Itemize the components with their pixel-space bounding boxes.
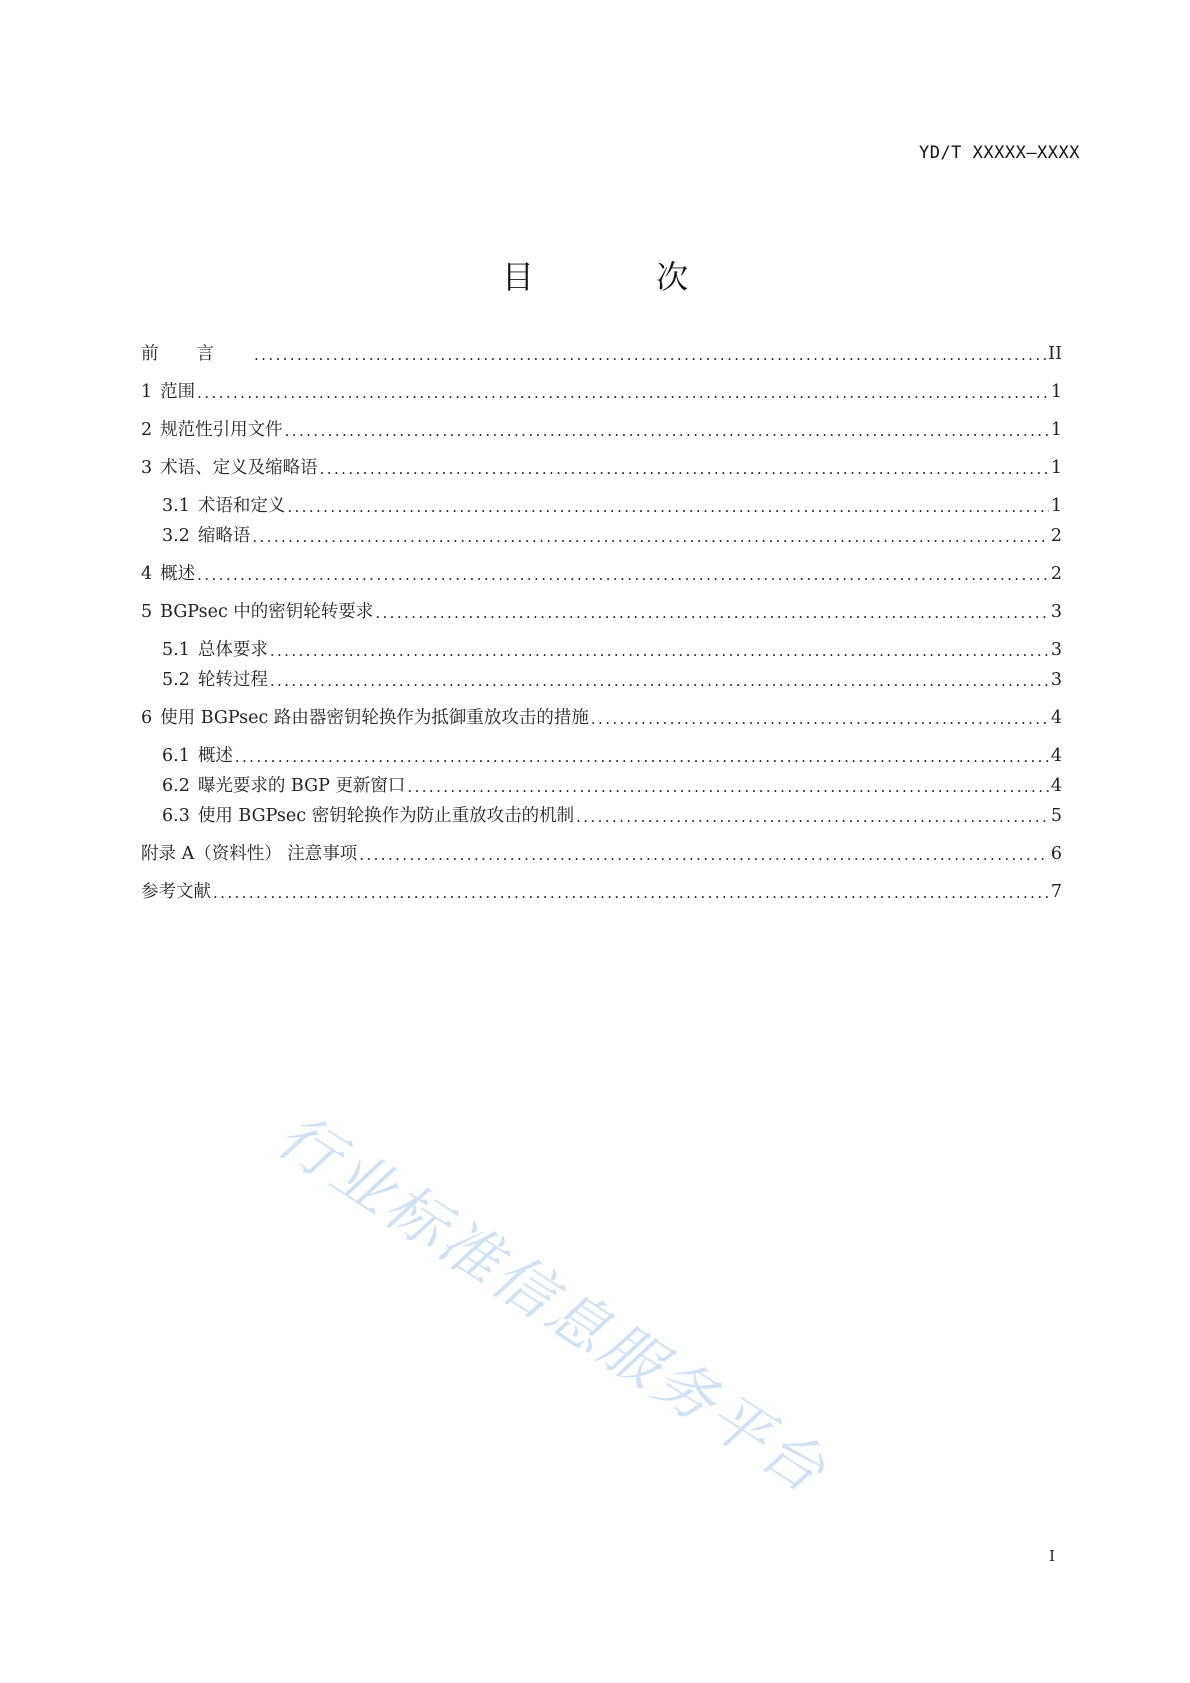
page-number: I [1049, 1547, 1055, 1565]
toc-leader-dots [320, 458, 1049, 480]
toc-entry-page: 1 [1050, 496, 1062, 516]
toc-entry-number: 5 [141, 602, 153, 622]
toc-entry-page: II [1048, 344, 1062, 364]
toc-leader-dots [270, 670, 1049, 692]
toc-leader-dots [270, 640, 1049, 662]
toc-entry-5-1[interactable] [162, 638, 1062, 662]
toc-entry-label: BGPsec 中的密钥轮转要求 [160, 602, 374, 622]
toc-entry-label: 前言 [141, 344, 252, 364]
toc-leader-dots [197, 564, 1049, 586]
toc-entry-label: 概述 [197, 746, 233, 766]
toc-entry-label: 范围 [160, 382, 196, 402]
toc-entry-number: 6.3 [162, 806, 190, 826]
toc-entry-number: 5.2 [162, 670, 190, 690]
toc-entry-page: 3 [1050, 602, 1062, 622]
watermark: 行业标准信息服务平台 [264, 1100, 840, 1509]
toc-entry-4[interactable] [141, 562, 1062, 586]
toc-entry-label: 使用 BGPsec 路由器密钥轮换作为抵御重放攻击的措施 [160, 708, 589, 728]
toc-leader-dots [287, 496, 1049, 518]
toc-leader-dots [285, 420, 1049, 442]
toc-entry-5[interactable] [141, 600, 1062, 624]
toc-entry-page: 5 [1050, 806, 1062, 826]
toc-leader-dots [254, 344, 1046, 366]
toc-entry-page: 7 [1050, 882, 1062, 902]
toc-title: 目 次 [501, 258, 745, 296]
toc-leader-dots [213, 882, 1049, 904]
toc-leader-dots [407, 776, 1048, 798]
toc-entry-bibliography[interactable] [141, 880, 1062, 904]
toc-entry-label: 轮转过程 [197, 670, 268, 690]
toc-entry-3-1[interactable] [162, 494, 1062, 518]
toc-entry-number: 1 [141, 382, 153, 402]
toc-entry-page: 1 [1050, 382, 1062, 402]
toc-entry-3-2[interactable] [162, 524, 1062, 548]
toc-entry-label: 附录 A（资料性） 注意事项 [141, 844, 358, 864]
toc-entry-page: 2 [1050, 564, 1062, 584]
toc-entry-number: 6 [141, 708, 153, 728]
toc-entry-page: 1 [1050, 458, 1062, 478]
toc-entry-label: 概述 [160, 564, 196, 584]
toc-leader-dots [235, 746, 1049, 768]
toc-entry-number: 6.1 [162, 746, 190, 766]
toc-entry-page: 1 [1050, 420, 1062, 440]
toc-entry-6-2[interactable] [162, 774, 1062, 798]
toc-entry-number: 3 [141, 458, 153, 478]
toc-entry-number: 2 [141, 420, 153, 440]
toc-entry-6-1[interactable] [162, 744, 1062, 768]
toc-entry-label: 使用 BGPsec 密钥轮换作为防止重放攻击的机制 [197, 806, 575, 826]
toc-entry-page: 2 [1050, 526, 1062, 546]
toc-leader-dots [576, 806, 1049, 828]
toc-entry-number: 5.1 [162, 640, 190, 660]
toc-entry-label: 规范性引用文件 [160, 420, 283, 440]
toc-leader-dots [197, 382, 1049, 404]
toc-entry-number: 4 [141, 564, 153, 584]
toc-leader-dots [375, 602, 1049, 624]
toc-entry-page: 3 [1050, 640, 1062, 660]
toc-entry-page: 4 [1050, 746, 1062, 766]
toc-entry-page: 3 [1050, 670, 1062, 690]
toc-entry-6-3[interactable] [162, 804, 1062, 828]
toc-entry-page: 4 [1050, 708, 1062, 728]
toc-leader-dots [591, 708, 1049, 730]
toc-entry-6[interactable] [141, 706, 1062, 730]
toc-entry-number: 3.2 [162, 526, 190, 546]
toc-entry-number: 6.2 [162, 776, 190, 796]
toc-leader-dots [359, 844, 1049, 866]
toc-leader-dots [252, 526, 1049, 548]
toc-entry-label: 参考文献 [141, 882, 211, 902]
toc-entry-1[interactable] [141, 380, 1062, 404]
toc-entry-page: 6 [1050, 844, 1062, 864]
toc-entry-label: 术语、定义及缩略语 [160, 458, 318, 478]
toc-entry-label: 总体要求 [197, 640, 268, 660]
toc-entry-appendix-a[interactable] [141, 842, 1062, 866]
toc-entry-label: 缩略语 [197, 526, 251, 546]
toc-entry-3[interactable] [141, 456, 1062, 480]
toc-entry-2[interactable] [141, 418, 1062, 442]
toc-entry-number: 3.1 [162, 496, 190, 516]
toc-entry-label: 曝光要求的 BGP 更新窗口 [197, 776, 406, 796]
document-code: YD/T XXXXX—XXXX [918, 143, 1080, 163]
toc-entry-label: 术语和定义 [197, 496, 286, 516]
toc-entry-foreword[interactable] [141, 342, 1062, 366]
toc-entry-5-2[interactable] [162, 668, 1062, 692]
toc-entry-page: 4 [1050, 776, 1062, 796]
